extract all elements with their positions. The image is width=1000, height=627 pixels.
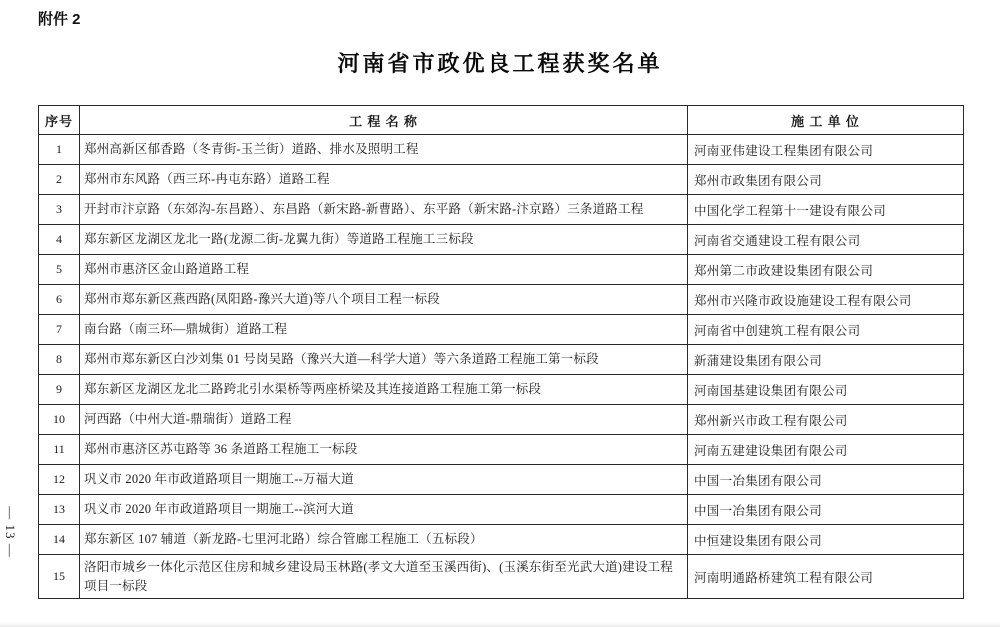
table-row [39, 525, 964, 555]
cell-no: 2 [39, 165, 80, 195]
page-number: — 13 — [3, 506, 18, 558]
cell-unit: 河南省中创建筑工程有限公司 [688, 315, 964, 345]
cell-unit: 河南国基建设集团有限公司 [688, 375, 964, 405]
attachment-label: 附件 2 [38, 11, 81, 28]
cell-no: 15 [39, 555, 80, 599]
page-title: 河南省市政优良工程获奖名单 [337, 51, 663, 76]
cell-project: 郑东新区龙湖区龙北一路(龙源二街-龙翼九街）等道路工程施工三标段 [80, 225, 688, 255]
cell-unit: 河南省交通建设工程有限公司 [688, 225, 964, 255]
cell-project: 郑州市郑东新区燕西路(凤阳路-豫兴大道)等八个项目工程一标段 [80, 285, 688, 315]
cell-unit: 郑州新兴市政工程有限公司 [688, 405, 964, 435]
cell-unit: 中恒建设集团有限公司 [688, 525, 964, 555]
table-row [39, 225, 964, 255]
table-row [39, 405, 964, 435]
table-row [39, 375, 964, 405]
cell-unit: 郑州第二市政建设集团有限公司 [688, 255, 964, 285]
cell-no: 1 [39, 135, 80, 165]
cell-project: 开封市汴京路（东郊沟-东昌路）、东昌路（新宋路-新曹路）、东平路（新宋路-汴京路）三条道路工程 [80, 195, 688, 225]
cell-project: 郑州市惠济区苏屯路等 36 条道路工程施工一标段 [80, 435, 688, 465]
cell-project: 郑州市惠济区金山路道路工程 [80, 255, 688, 285]
cell-unit: 中国化学工程第十一建设有限公司 [688, 195, 964, 225]
cell-unit: 新蒲建设集团有限公司 [688, 345, 964, 375]
table-row [39, 135, 964, 165]
cell-no: 5 [39, 255, 80, 285]
cell-unit: 郑州市政集团有限公司 [688, 165, 964, 195]
cell-no: 11 [39, 435, 80, 465]
cell-project: 洛阳市城乡一体化示范区住房和城乡建设局玉林路(孝文大道至玉溪西街)、(玉溪东街至光武大道)建设工程项目一标段 [80, 555, 688, 599]
header-cell-no: 序号 [39, 106, 80, 135]
cell-no: 10 [39, 405, 80, 435]
table-row [39, 435, 964, 465]
cell-unit: 河南亚伟建设工程集团有限公司 [688, 135, 964, 165]
header-cell-project: 工 程 名 称 [80, 106, 688, 135]
cell-no: 8 [39, 345, 80, 375]
header-cell-unit: 施 工 单 位 [688, 106, 964, 135]
cell-no: 14 [39, 525, 80, 555]
cell-no: 3 [39, 195, 80, 225]
table-row [39, 165, 964, 195]
table-header-row [39, 106, 964, 135]
cell-unit: 中国一冶集团有限公司 [688, 465, 964, 495]
cell-unit: 中国一冶集团有限公司 [688, 495, 964, 525]
cell-unit: 郑州市兴隆市政设施建设工程有限公司 [688, 285, 964, 315]
page-bottom-edge [0, 622, 1000, 627]
cell-project: 巩义市 2020 年市政道路项目一期施工--万福大道 [80, 465, 688, 495]
table-row [39, 315, 964, 345]
table-row [39, 345, 964, 375]
table-row [39, 555, 964, 599]
cell-project: 河西路（中州大道-鼎瑞街）道路工程 [80, 405, 688, 435]
cell-project: 郑州市东风路（西三环-冉屯东路）道路工程 [80, 165, 688, 195]
cell-unit: 河南明通路桥建筑工程有限公司 [688, 555, 964, 599]
awards-table [38, 105, 964, 599]
table-row [39, 255, 964, 285]
cell-no: 9 [39, 375, 80, 405]
cell-project: 郑州高新区郁香路（冬青街-玉兰街）道路、排水及照明工程 [80, 135, 688, 165]
cell-no: 4 [39, 225, 80, 255]
cell-project: 巩义市 2020 年市政道路项目一期施工--滨河大道 [80, 495, 688, 525]
table-row [39, 495, 964, 525]
cell-project: 南台路（南三环—鼎城街）道路工程 [80, 315, 688, 345]
cell-no: 12 [39, 465, 80, 495]
cell-project: 郑州市郑东新区白沙刘集 01 号岗吴路（豫兴大道—科学大道）等六条道路工程施工第一标段 [80, 345, 688, 375]
cell-project: 郑东新区龙湖区龙北二路跨北引水渠桥等两座桥梁及其连接道路工程施工第一标段 [80, 375, 688, 405]
cell-no: 6 [39, 285, 80, 315]
table-row [39, 285, 964, 315]
cell-no: 7 [39, 315, 80, 345]
cell-unit: 河南五建建设集团有限公司 [688, 435, 964, 465]
cell-project: 郑东新区 107 辅道（新龙路-七里河北路）综合管廊工程施工（五标段） [80, 525, 688, 555]
table-row [39, 195, 964, 225]
table-row [39, 465, 964, 495]
cell-no: 13 [39, 495, 80, 525]
